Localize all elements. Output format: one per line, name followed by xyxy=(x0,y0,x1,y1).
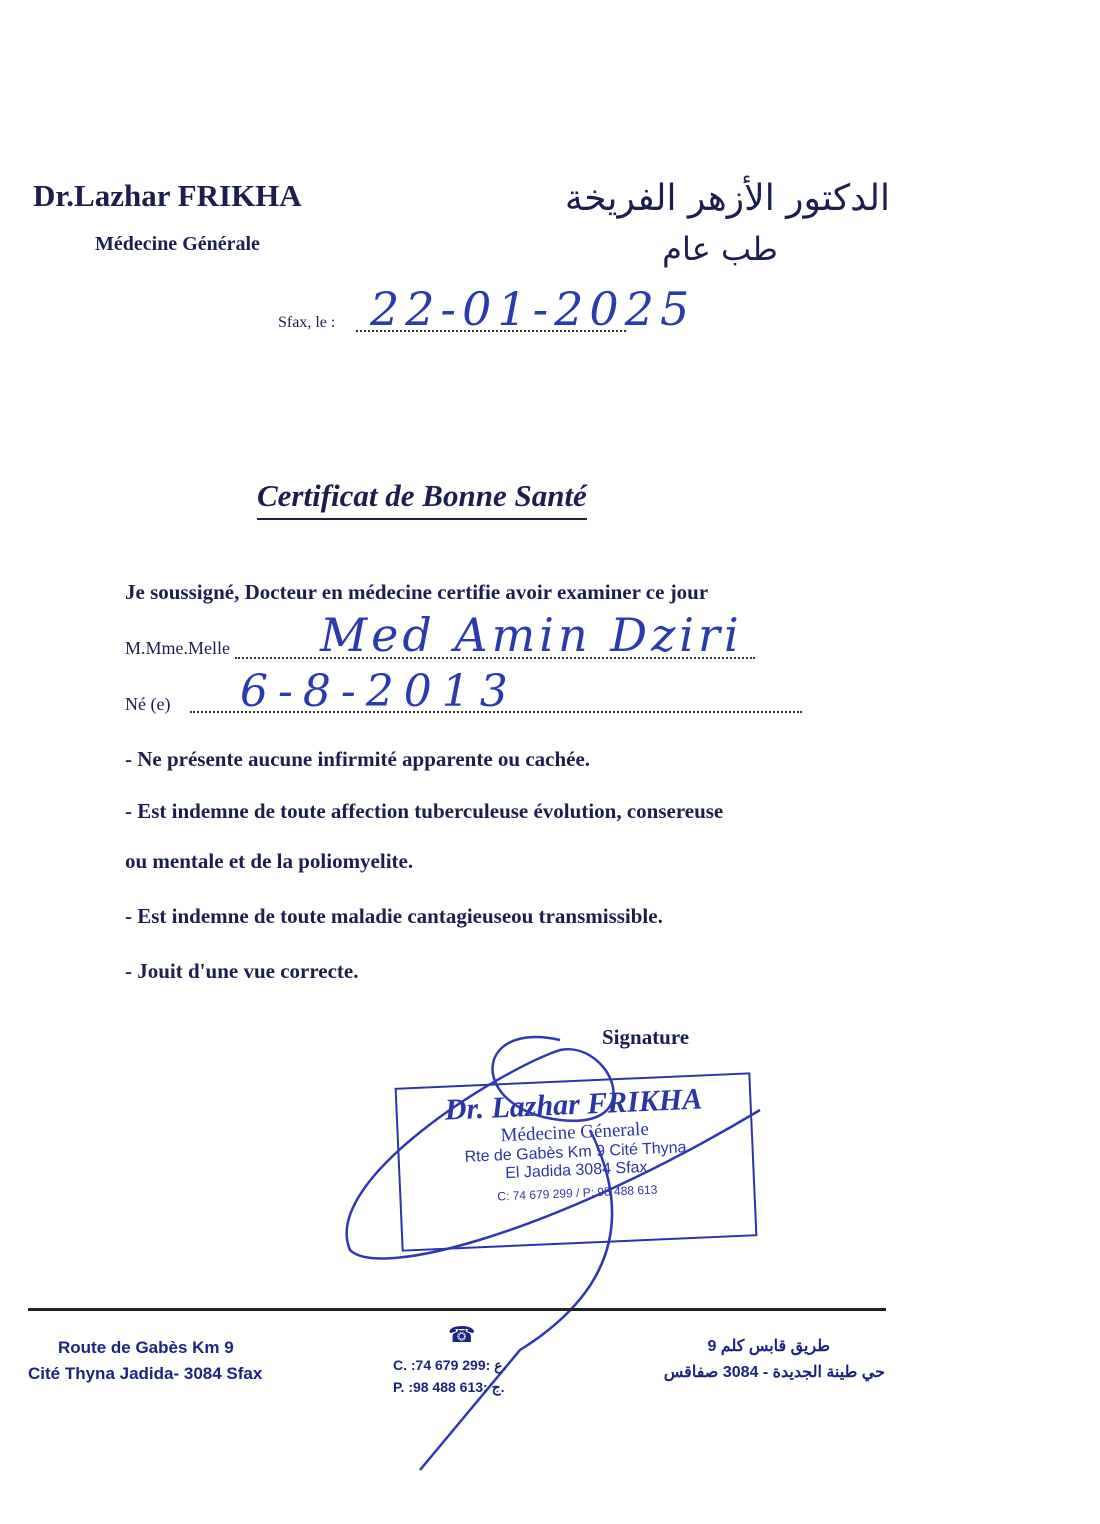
born-label: Né (e) xyxy=(125,694,171,714)
clause-2-cont: ou mentale et de la poliomyelite. xyxy=(125,849,414,873)
footer-arabic-2: حي طينة الجديدة - 3084 صفاقس xyxy=(663,1364,885,1381)
clause-4: - Jouit d'une vue correcte. xyxy=(125,959,359,983)
birth-date-handwritten: 6-8-2013 xyxy=(240,666,518,717)
specialty: Médecine Générale xyxy=(95,233,260,255)
arabic-specialty: طب عام xyxy=(662,230,778,268)
footer-divider xyxy=(28,1308,886,1311)
date-label: Sfax, le : xyxy=(278,314,336,331)
stamp-specialty: Médecine Génerale xyxy=(500,1118,650,1147)
stamp-address1: Rte de Gabès Km 9 Cité Thyna xyxy=(464,1139,687,1166)
doctor-name: Dr.Lazhar FRIKHA xyxy=(33,178,302,213)
footer-address-2: Cité Thyna Jadida- 3084 Sfax xyxy=(28,1364,263,1383)
patient-name-handwritten: Med Amin Dziri xyxy=(320,608,743,662)
clause-1: - Ne présente aucune infirmité apparente ou cachée. xyxy=(125,747,591,771)
stamp-address2: El Jadida 3084 Sfax xyxy=(504,1158,648,1183)
stamp-name: Dr. Lazhar FRIKHA xyxy=(444,1082,703,1127)
footer-phone-p: P. :98 488 613: ج. xyxy=(393,1379,505,1395)
signature-label: Signature xyxy=(602,1025,690,1049)
footer-address-1: Route de Gabès Km 9 xyxy=(58,1338,234,1357)
clause-2: - Est indemne de toute affection tuberculeuse évolution, consereuse xyxy=(125,799,724,823)
certificate-title: Certificat de Bonne Santé xyxy=(257,478,587,520)
footer-phone-c: C. :74 679 299: ع. xyxy=(393,1357,507,1373)
phone-icon: ☎ xyxy=(448,1322,476,1347)
date-handwritten: 22-01-2025 xyxy=(370,282,696,336)
intro-text: Je soussigné, Docteur en médecine certifie avoir examiner ce jour xyxy=(125,580,709,604)
name-label: M.Mme.Melle xyxy=(125,638,230,658)
stamp-phones: C: 74 679 299 / P: 98 488 613 xyxy=(497,1182,658,1204)
clause-3: - Est indemne de toute maladie cantagieuseou transmissible. xyxy=(125,904,663,928)
footer-arabic-1: طريق قابس كلم 9 xyxy=(707,1338,830,1355)
arabic-doctor-name: الدكتور الأزهر الفريخة xyxy=(564,178,890,219)
